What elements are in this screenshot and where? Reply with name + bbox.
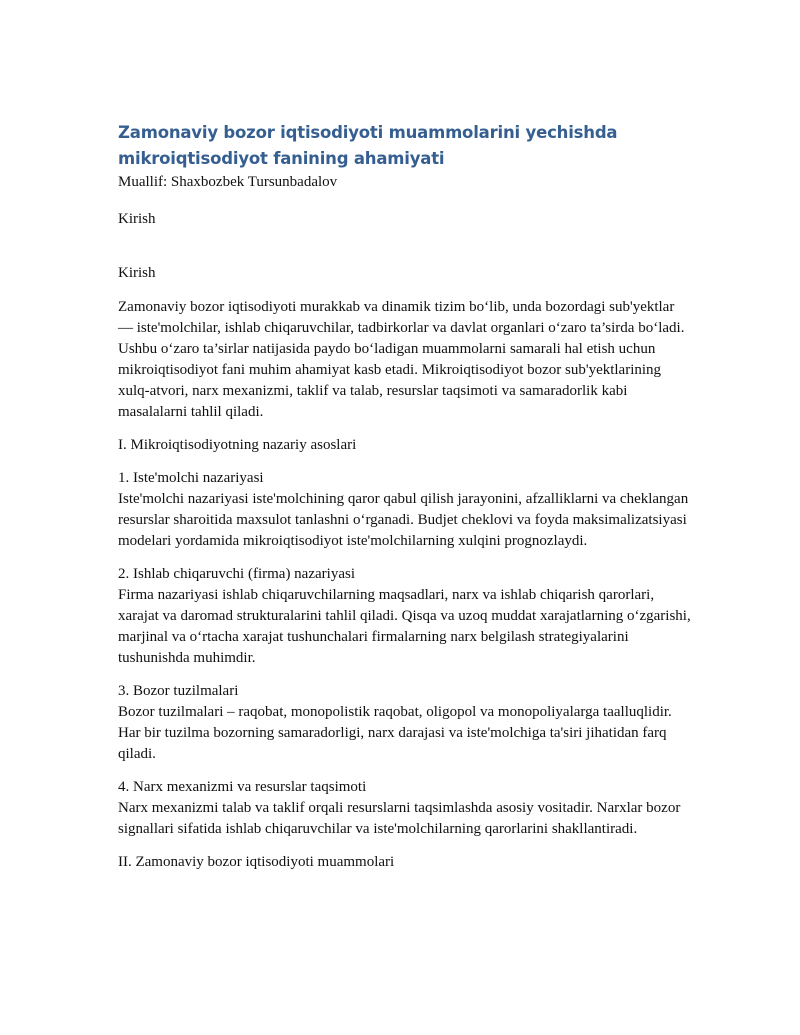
subsection-body: Narx mexanizmi talab va taklif orqali resurslarni taqsimlashda asosiy vositadir. Narxlar bozor signallari sifatida ishlab chiqaruvchilar va iste'molchilarning qarorlarini shakllantiradi. [118, 800, 681, 837]
intro-paragraph: Zamonaviy bozor iqtisodiyoti murakkab va dinamik tizim bo‘lib, unda bozordagi sub'yektlar — iste'molchilar, ishlab chiqaruvchilar, tadbirkorlar va davlat organlari o‘zaro ta’sirda bo‘ladi. Ushbu o‘zaro ta’sirlar natijasida paydo bo‘ladigan muammolarni samarali hal etish uchun mikroiqtisodiyot fani muhim ahamiyat kasb etadi. Mikroiqtisodiyot bozor sub'yektlarining xulq-atvori, narx mexanizmi, taklif va talab, resurslar taqsimoti va samaradorlik kabi masalalarni tahlil qiladi. [118, 299, 685, 420]
author-line: Muallif: Shaxbozbek Tursunbadalov [118, 174, 338, 190]
subsection-consumer-theory [118, 468, 693, 552]
subsection-heading: 1. Iste'molchi nazariyasi [118, 470, 264, 486]
intro-heading: Kirish [118, 211, 156, 227]
intro-heading-repeat: Kirish [118, 265, 156, 281]
subsection-body: Iste'molchi nazariyasi iste'molchining qaror qabul qilish jarayonini, afzalliklarni va cheklangan resurslar sharoitida maxsulot tanlashni o‘rganadi. Budjet cheklovi va foyda maksimalizatsiyasi modelari yordamida mikroiqtisodiyot iste'molchilarning xulqini prognozlaydi. [118, 491, 689, 549]
document-content [118, 120, 693, 873]
section-heading-1: I. Mikroiqtisodiyotning nazariy asoslari [118, 437, 357, 453]
subsection-market-structures [118, 681, 693, 765]
section-heading-2: II. Zamonaviy bozor iqtisodiyoti muammolari [118, 854, 395, 870]
subsection-firm-theory [118, 564, 693, 669]
subsection-heading: 4. Narx mexanizmi va resurslar taqsimoti [118, 779, 367, 795]
subsection-body: Bozor tuzilmalari – raqobat, monopolistik raqobat, oligopol va monopoliyalarga taalluqlidir. Har bir tuzilma bozorning samaradorligi, narx darajasi va iste'molchiga ta'siri jihatidan farq qiladi. [118, 704, 672, 762]
subsection-heading: 3. Bozor tuzilmalari [118, 683, 239, 699]
subsection-heading: 2. Ishlab chiqaruvchi (firma) nazariyasi [118, 566, 355, 582]
document-title: Zamonaviy bozor iqtisodiyoti muammolarini yechishda mikroiqtisodiyot fanining ahamiyati [118, 123, 618, 168]
subsection-body: Firma nazariyasi ishlab chiqaruvchilarning maqsadlari, narx va ishlab chiqarish qarorlari, xarajat va daromad strukturalarini tahlil qiladi. Qisqa va uzoq muddat xarajatlarning o‘zgarishi, marjinal va o‘rtacha xarajat tushunchalari firmalarning narx belgilash strategiyalarini tushunishda muhimdir. [118, 587, 691, 666]
subsection-price-mechanism [118, 777, 693, 840]
